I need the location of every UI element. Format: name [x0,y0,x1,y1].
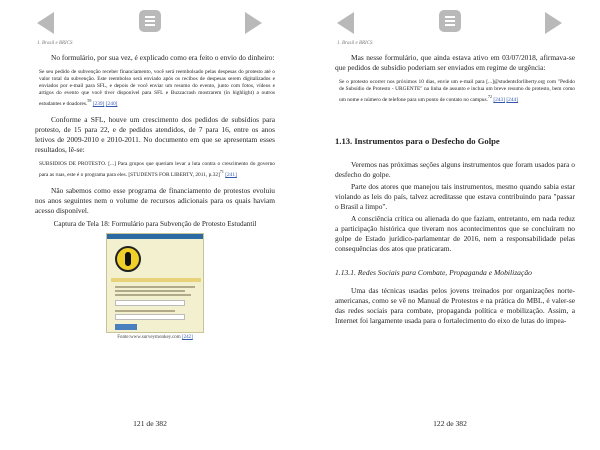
figure-top-bar [107,234,203,239]
figure-source [35,335,275,341]
page-number: 121 de 382 [133,419,167,428]
right-page [305,0,595,450]
left-page [5,0,295,450]
page-number: 122 de 382 [433,419,467,428]
running-header: 1. Brasil e BRICS [337,41,373,46]
reference-link[interactable]: [241] [225,171,237,178]
right-content [335,53,575,328]
arrow-left-icon[interactable] [337,12,354,34]
figure-band [111,278,201,282]
menu-icon[interactable] [139,10,161,32]
paragraph: Mas nesse formulário, que ainda estava ativo em 03/07/2018, afirmava-se que pedidos de subsídio poderiam ser enviados em regime de urgência: [335,53,575,72]
figure-input [115,314,185,320]
figure-line [115,290,185,292]
menu-icon[interactable] [439,10,461,32]
arrow-right-icon[interactable] [545,12,562,34]
arrow-right-icon[interactable] [245,12,262,34]
paragraph: Não sabemos como esse programa de financiamento de protestos evoluiu nos anos seguintes nem o volume de recursos adicionais para os quais haviam acesso disponível. [35,185,275,215]
figure-button [115,324,137,330]
logo-icon [115,246,141,272]
right-navbar [305,10,595,36]
reference-link[interactable]: [240] [105,100,118,107]
paragraph: Conforme a SFL, houve um crescimento dos pedidos de subsídios para protesto, de 15 para 22, e de pedidos atendidos, de 7 para 16, entre os anos letivos de 2009-2010 e 2010-2011. No documento em que se apresentam esses resultados, lê-se: [35,114,275,154]
paragraph: Parte dos atores que manejou tais instrumentos, mesmo quando sabia estar violando as leis do país, talvez acreditasse que estava contribuindo para "passar o Brasil a limpo". [335,181,575,211]
paragraph: No formulário, por sua vez, é explicado como era feito o envio do dinheiro: [51,53,275,62]
reference-link[interactable]: [243] [493,96,505,103]
quote-text: Se seu pedido de subvenção receber financiamento, você será reembolsado pelas despesas do protesto até o valor total da subvenção. Este reembolso será enviado após os recibos de despesas serem digitalizados e enviados por e-mail para SFL, e depois de você enviar um resumo do evento, junto com fotos, vídeos e artigos do evento que você tiver disponível para SFL e Buzzacrash mostrarem (in highlight) a outros estudantes e doadores. [39,69,275,107]
figure-caption: Captura de Tela 18: Formulário para Subvenção de Protesto Estudantil [53,219,257,228]
footnote-mark: 59 [87,98,92,103]
block-quote [39,161,275,179]
source-text: Fonte:www.surveymonkey.com [117,334,181,340]
paragraph: Veremos nas próximas seções alguns instrumentos que foram usados para o desfecho do golpe. [335,159,575,179]
reference-link[interactable]: [242] [181,334,193,340]
running-header: 1. Brasil e BRICS [37,41,73,46]
figure-line [115,310,175,312]
paragraph: Uma das técnicas usadas pelos jovens treinados por organizações norte-americanas, como se vê no Manual de Protestos e na prática do MBL, é valer-se das redes sociais para combate, propaganda política e mobilização. Assim, a Internet foi largamente usada para o fortalecimento do eixo de lutas do impea- [335,285,575,325]
quote-text: SUBSIDIOS DE PROTESTO. [...] Para grupos que queriam levar a luta contra o crescimento do governo para as ruas, este é o programa para eles. [STUDENTS FOR LIBERTY, 2011, p.32] [39,160,275,178]
quote-text: Se o protesto ocorrer nos próximos 10 dias, envie um e-mail para [...]@studentsforliberty.org com "Pedido de Subsídio de Protesto - URGENTE" na linha de assunto e inclua um breve resumo do protesto, bem como um nome e número de telefone para um ponto de contato no campus. [339,79,575,103]
block-quote [39,69,275,108]
reference-link[interactable]: [239] [92,100,105,107]
footnote-mark: 71 [219,168,224,174]
left-content [35,53,275,341]
section-title: 1.13. Instrumentos para o Desfecho do Golpe [335,135,500,146]
block-quote [339,79,575,104]
arrow-left-icon[interactable] [37,12,54,34]
figure-line [115,286,195,288]
paragraph: A consciência crítica ou alienada do que faziam, entretanto, em nada reduz a participação histórica que tiveram nos acontecimentos que se concluíram no golpe de Estado jurídico-parlamentar de 2016, nem a responsabilidade pelas consequências dos atos que praticaram. [335,213,575,253]
screenshot-figure [106,233,204,333]
reference-link[interactable]: [244] [506,96,519,103]
subsection-title: 1.13.1. Redes Sociais para Combate, Propaganda e Mobilização [335,267,532,277]
footnote-mark: 72 [487,94,492,99]
figure-line [115,294,191,296]
left-navbar [5,10,295,36]
figure-input [115,300,185,306]
